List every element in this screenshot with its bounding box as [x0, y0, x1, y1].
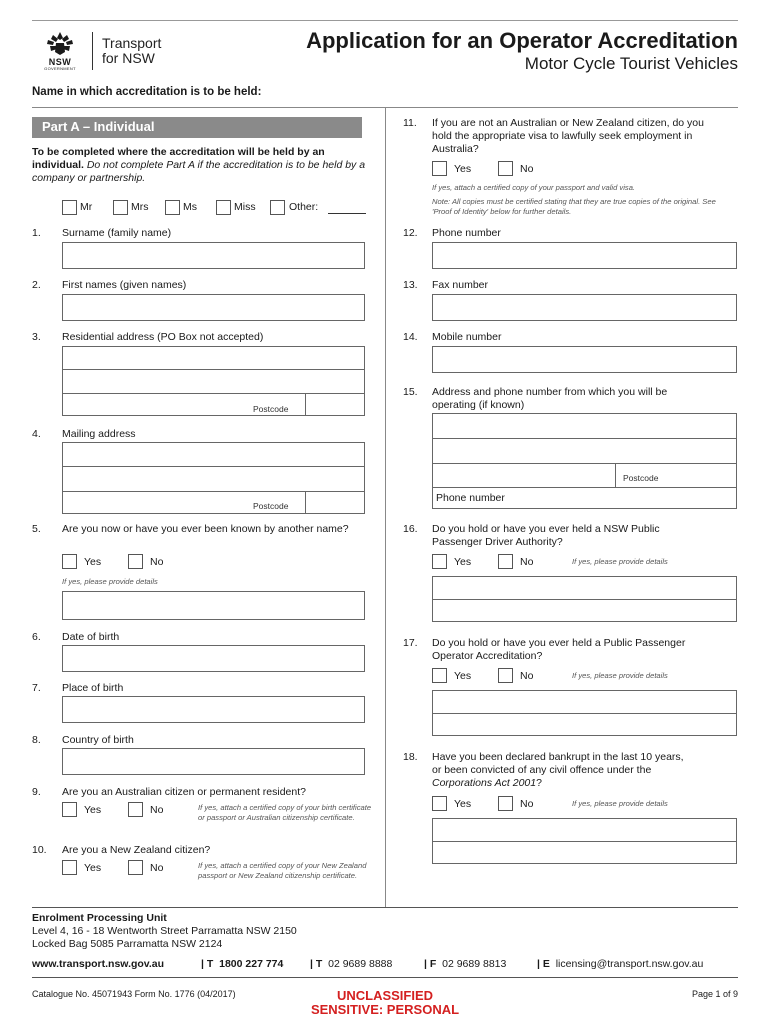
title-mr-label: Mr [80, 201, 93, 213]
q9-no-checkbox[interactable] [128, 802, 143, 817]
phone-prefix: T [206, 958, 214, 970]
q15-label: Address and phone number from which you will be operating (if known) [432, 386, 668, 411]
mobile-number-field[interactable] [432, 346, 737, 373]
q6-label: Date of birth [62, 631, 120, 643]
part-a-intro-bold: To be completed where the accreditation will be held by an individual. [32, 146, 325, 171]
postcode-divider [305, 393, 306, 416]
q16-no-checkbox[interactable] [498, 554, 513, 569]
phone2-prefix: T [315, 958, 323, 970]
title-other-checkbox[interactable] [270, 200, 285, 215]
q14-label: Mobile number [432, 331, 502, 343]
part-a-heading: Part A – Individual [32, 117, 362, 138]
details-line [432, 841, 737, 842]
q18-note: If yes, please provide details [572, 799, 668, 808]
q18-no-checkbox[interactable] [498, 796, 513, 811]
q10-no-label: No [150, 862, 164, 874]
details-line [432, 713, 737, 714]
q11-no-checkbox[interactable] [498, 161, 513, 176]
title-miss-checkbox[interactable] [216, 200, 231, 215]
q10-no-checkbox[interactable] [128, 860, 143, 875]
q16-label: Do you hold or have you ever held a NSW Public Passenger Driver Authority? [432, 523, 660, 548]
q18-label-line2: or been convicted of any civil offence under the [432, 764, 652, 776]
q11-number: 11. [403, 117, 417, 129]
q11-note-visa: If yes, attach a certified copy of your passport and valid visa. [432, 183, 636, 192]
q7-number: 7. [32, 682, 41, 694]
q17-no-label: No [520, 670, 534, 682]
q10-yes-checkbox[interactable] [62, 860, 77, 875]
first-names-field[interactable] [62, 294, 365, 321]
title-mrs-checkbox[interactable] [113, 200, 128, 215]
org-name-line2: for NSW [102, 50, 155, 66]
other-name-details-field[interactable] [62, 591, 365, 620]
form-subtitle: Motor Cycle Tourist Vehicles [524, 54, 738, 73]
q2-label: First names (given names) [62, 279, 187, 291]
footer-website-link[interactable]: www.transport.nsw.gov.au [32, 958, 165, 970]
residential-address-line [62, 369, 365, 370]
title-mrs-label: Mrs [131, 201, 149, 213]
footer-email: | E licensing@transport.nsw.gov.au [537, 958, 704, 970]
fax-number: 02 9689 8813 [442, 958, 507, 970]
catalogue-number: Catalogue No. 45071943 Form No. 1776 (04/2017) [32, 989, 236, 999]
q14-number: 14. [403, 331, 418, 343]
q13-label: Fax number [432, 279, 489, 291]
q9-no-label: No [150, 804, 164, 816]
date-of-birth-field[interactable] [62, 645, 365, 672]
postcode-divider [615, 463, 616, 487]
q5-yes-label: Yes [84, 556, 102, 568]
q18-label-line3 [432, 777, 722, 790]
org-name [102, 36, 161, 66]
title-other-field[interactable] [328, 213, 366, 214]
column-divider [385, 107, 386, 907]
q1-label: Surname (family name) [62, 227, 172, 239]
q5-number: 5. [32, 523, 41, 535]
q10-label: Are you a New Zealand citizen? [62, 844, 211, 856]
q11-yes-label: Yes [454, 163, 472, 175]
title-ms-label: Ms [183, 201, 197, 213]
operating-postcode-label: Postcode [623, 473, 659, 483]
q16-number: 16. [403, 523, 418, 535]
q17-note: If yes, please provide details [572, 671, 668, 680]
q8-label: Country of birth [62, 734, 134, 746]
q18-label-line1: Have you been declared bankrupt in the last 10 years, [432, 751, 684, 763]
mailing-address-line [62, 466, 365, 467]
q5-yes-checkbox[interactable] [62, 554, 77, 569]
q18-label [432, 751, 722, 790]
q3-label: Residential address (PO Box not accepted) [62, 331, 264, 343]
q4-label: Mailing address [62, 428, 136, 440]
q4-number: 4. [32, 428, 41, 440]
operating-address-line [432, 487, 737, 488]
q9-note: If yes, attach a certified copy of your birth certificate or passport or Australian citizenship certificate. [198, 803, 372, 822]
phone-number: 1800 227 774 [219, 958, 284, 970]
q17-no-checkbox[interactable] [498, 668, 513, 683]
q17-yes-label: Yes [454, 670, 472, 682]
form-title: Application for an Operator Accreditation [306, 28, 738, 53]
details-line [432, 599, 737, 600]
q17-number: 17. [403, 637, 418, 649]
q16-yes-label: Yes [454, 556, 472, 568]
phone-number-field[interactable] [432, 242, 737, 269]
postcode-divider [305, 491, 306, 514]
mailing-address-line [62, 491, 365, 492]
org-name-line1: Transport [102, 35, 162, 51]
residential-address-field[interactable] [62, 346, 365, 416]
fax-number-field[interactable] [432, 294, 737, 321]
q16-no-label: No [520, 556, 534, 568]
footer-phone2: | T 02 9689 8888 [310, 958, 393, 970]
footer-unit: Enrolment Processing Unit [32, 912, 167, 924]
logo-divider [92, 32, 93, 70]
q18-label-suffix: ? [536, 777, 542, 789]
q9-number: 9. [32, 786, 41, 798]
footer-fax: | F 02 9689 8813 [424, 958, 507, 970]
footer-rule [32, 907, 738, 908]
fax-prefix: F [429, 958, 437, 970]
q10-note: If yes, attach a certified copy of your New Zealand passport or New Zealand citizenship certificate. [198, 861, 367, 880]
q11-label: If you are not an Australian or New Zealand citizen, do you hold the appropriate visa to lawfully seek employment in Australia? [432, 117, 704, 155]
mailing-address-field[interactable] [62, 442, 365, 514]
q18-act-name: Corporations Act 2001 [432, 777, 537, 789]
page-number: Page 1 of 9 [691, 989, 738, 999]
logo-government-text: GOVERNMENT [44, 66, 76, 71]
title-mr-checkbox[interactable] [62, 200, 77, 215]
classification-line1: UNCLASSIFIED [336, 988, 434, 1003]
footer-address-postal: Locked Bag 5085 Parramatta NSW 2124 [32, 938, 223, 950]
footer-rule-2 [32, 977, 738, 978]
country-of-birth-field[interactable] [62, 748, 365, 775]
q18-yes-checkbox[interactable] [432, 796, 447, 811]
footer-address-street: Level 4, 16 - 18 Wentworth Street Parramatta NSW 2150 [32, 925, 297, 937]
q6-number: 6. [32, 631, 41, 643]
part-a-intro-italic: Do not complete Part A if the accreditation is to be held by a company or partnership. [32, 159, 366, 184]
top-rule [32, 20, 738, 21]
title-ms-checkbox[interactable] [165, 200, 180, 215]
email-prefix: E [542, 958, 550, 970]
logo-nsw-text: NSW [48, 57, 72, 67]
transport-nsw-logo [40, 30, 180, 72]
q11-note-certified: Note: All copies must be certified stating that they are true copies of the original. See 'Proof of Identity' below for further details. [432, 197, 716, 216]
q2-number: 2. [32, 279, 41, 291]
operating-address-line [432, 463, 737, 464]
q12-number: 12. [403, 227, 418, 239]
title-miss-label: Miss [234, 201, 256, 213]
part-a-intro [32, 146, 372, 185]
q16-note: If yes, please provide details [572, 557, 668, 566]
residential-address-line [62, 393, 365, 394]
q10-number: 10. [32, 844, 47, 856]
q5-note: If yes, please provide details [62, 577, 158, 586]
accreditation-name-label: Name in which accreditation is to be held: [32, 86, 262, 98]
email-address-link[interactable]: licensing@transport.nsw.gov.au [555, 958, 704, 970]
q12-label: Phone number [432, 227, 501, 239]
q9-yes-checkbox[interactable] [62, 802, 77, 817]
q7-label: Place of birth [62, 682, 124, 694]
q18-yes-label: Yes [454, 798, 472, 810]
phone2-number: 02 9689 8888 [328, 958, 393, 970]
q11-yes-checkbox[interactable] [432, 161, 447, 176]
title-other-label: Other: [289, 201, 319, 213]
q13-number: 13. [403, 279, 418, 291]
q8-number: 8. [32, 734, 41, 746]
q10-yes-label: Yes [84, 862, 102, 874]
q5-label: Are you now or have you ever been known by another name? [62, 523, 349, 535]
operating-phone-label: Phone number [436, 492, 505, 504]
q15-number: 15. [403, 386, 418, 398]
q16-yes-checkbox[interactable] [432, 554, 447, 569]
surname-field[interactable] [62, 242, 365, 269]
q18-no-label: No [520, 798, 534, 810]
mailing-postcode-label: Postcode [253, 501, 289, 511]
q3-number: 3. [32, 331, 41, 343]
classification-stamp [255, 989, 515, 1017]
q5-no-checkbox[interactable] [128, 554, 143, 569]
waratah-icon [40, 30, 80, 56]
classification-line2: SENSITIVE: PERSONAL [310, 1002, 460, 1017]
place-of-birth-field[interactable] [62, 696, 365, 723]
q18-number: 18. [403, 751, 418, 763]
operating-address-line [432, 438, 737, 439]
q9-label: Are you an Australian citizen or permanent resident? [62, 786, 306, 798]
q5-no-label: No [150, 556, 164, 568]
footer-phone: | T 1800 227 774 [201, 958, 284, 970]
q1-number: 1. [32, 227, 41, 239]
residential-postcode-label: Postcode [253, 404, 289, 414]
q9-yes-label: Yes [84, 804, 102, 816]
q17-yes-checkbox[interactable] [432, 668, 447, 683]
q11-no-label: No [520, 163, 534, 175]
q17-label: Do you hold or have you ever held a Public Passenger Operator Accreditation? [432, 637, 686, 662]
